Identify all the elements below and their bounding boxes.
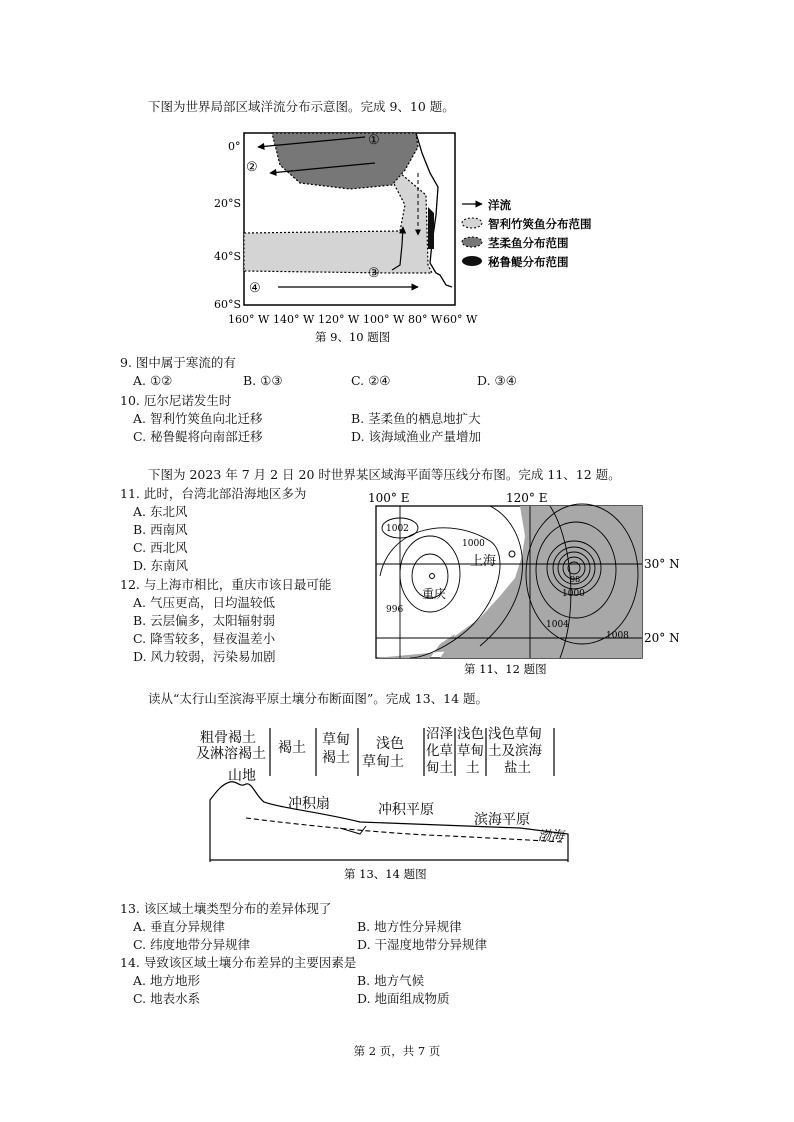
city-chongqing: 重庆 — [422, 587, 447, 601]
soil-6-line2: 草甸 — [457, 743, 484, 759]
marker-1: ① — [368, 133, 380, 148]
lat-60s: 60°S — [214, 298, 242, 311]
soil-4-line1: 浅色 — [376, 736, 404, 752]
legend-squid: 茎柔鱼分布范围 — [488, 236, 569, 250]
q12-option-c[interactable]: C. 降雪较多，昼夜温差小 — [133, 631, 276, 646]
soil-7-line1: 浅色草甸 — [488, 726, 542, 742]
q9-option-c[interactable]: C. ②④ — [351, 373, 391, 388]
soil-6-line3: 土 — [466, 760, 480, 776]
q13-option-d[interactable]: D. 干湿度地带分异规律 — [357, 937, 488, 952]
marker-2: ② — [246, 160, 258, 175]
q14-stem: 14. 导致该区域土壤分布差异的主要因素是 — [120, 955, 357, 970]
lon-140w: 140° W — [273, 313, 315, 326]
lat-40s: 40°S — [214, 250, 242, 263]
map-legend — [460, 196, 640, 272]
lon-100e: 100° E — [368, 491, 410, 505]
lon-80w: 80° W — [408, 313, 443, 326]
q12-option-a[interactable]: A. 气压更高，日均温较低 — [133, 595, 275, 610]
soil-7-line3: 盐土 — [504, 760, 531, 776]
q10-option-c[interactable]: C. 秘鲁鳀将向南部迁移 — [133, 429, 263, 444]
legend-jack-icon — [462, 218, 482, 228]
soil-7-line2: 土及滨海 — [488, 743, 542, 759]
ocean-current-map — [200, 125, 500, 345]
q14-option-b[interactable]: B. 地方气候 — [357, 973, 425, 988]
intro-q13-14: 读从“太行山至滨海平原土壤分布断面图”。完成 13、14 题。 — [148, 691, 489, 706]
q13-stem: 13. 该区域土壤类型分布的差异体现了 — [120, 901, 332, 916]
legend-current: 洋流 — [488, 198, 511, 212]
soil-3-line2: 褐土 — [322, 750, 350, 766]
q9-option-b[interactable]: B. ①③ — [243, 373, 283, 388]
intro-q11-12: 下图为 2023 年 7 月 2 日 20 时世界某区域海平面等压线分布图。完成 11、12 题。 — [148, 467, 621, 482]
q12-stem: 12. 与上海市相比，重庆市该日最可能 — [120, 577, 332, 592]
legend-anchovy: 秘鲁鳀分布范围 — [488, 255, 569, 269]
isobar-map — [360, 486, 690, 678]
marker-3: ③ — [368, 266, 380, 281]
intro-q9-10: 下图为世界局部区域洋流分布示意图。完成 9、10 题。 — [148, 99, 455, 114]
q13-option-b[interactable]: B. 地方性分异规律 — [357, 919, 462, 934]
soil-1-line2: 及淋溶褐土 — [196, 746, 266, 762]
city-shanghai: 上海 — [470, 554, 497, 569]
isobar-1004: 1004 — [546, 620, 569, 630]
lon-60w: 60° W — [443, 313, 478, 326]
q11-stem: 11. 此时，台湾北部沿海地区多为 — [120, 486, 307, 501]
landform-coastal-plain: 滨海平原 — [474, 812, 530, 828]
soil-4-line2: 草甸土 — [362, 754, 404, 770]
fig-caption-13-14: 第 13、14 题图 — [344, 867, 427, 881]
q9-option-d[interactable]: D. ③④ — [477, 373, 517, 388]
isobar-1000: 1000 — [462, 539, 485, 549]
isobar-1000b: 1000 — [562, 589, 585, 599]
isobar-1002: 1002 — [386, 524, 409, 534]
soil-5-line3: 甸土 — [426, 760, 453, 776]
page-footer: 第 2 页，共 7 页 — [353, 1044, 441, 1058]
lon-160w: 160° W — [228, 313, 270, 326]
q14-option-c[interactable]: C. 地表水系 — [133, 991, 201, 1006]
q11-option-b[interactable]: B. 西南风 — [133, 522, 188, 537]
q14-option-d[interactable]: D. 地面组成物质 — [357, 991, 450, 1006]
lon-120w: 120° W — [318, 313, 360, 326]
marker-4: ④ — [249, 281, 261, 296]
lon-120e: 120° E — [506, 491, 548, 505]
q9-option-a[interactable]: A. ①② — [133, 373, 173, 388]
q11-option-d[interactable]: D. 东南风 — [133, 558, 189, 573]
fig-caption-9-10: 第 9、10 题图 — [315, 330, 391, 344]
landform-mountain: 山地 — [228, 768, 256, 784]
q14-option-a[interactable]: A. 地方地形 — [133, 973, 200, 988]
soil-5-line2: 化草 — [426, 743, 453, 759]
isobar-996: 996 — [386, 605, 404, 615]
q9-stem: 9. 图中属于寒流的有 — [120, 355, 236, 370]
lat-20n: 20° N — [644, 631, 680, 645]
lat-30n: 30° N — [644, 557, 680, 571]
legend-jack: 智利竹筴鱼分布范围 — [488, 217, 592, 231]
soil-1-line1: 粗骨褐土 — [200, 730, 256, 746]
q10-option-a[interactable]: A. 智利竹筴鱼向北迁移 — [133, 411, 263, 426]
q10-option-d[interactable]: D. 该海域渔业产量增加 — [351, 429, 482, 444]
q12-option-d[interactable]: D. 风力较弱，污染易加剧 — [133, 649, 276, 664]
isobar-1008: 1008 — [606, 631, 629, 641]
legend-squid-icon — [462, 237, 482, 247]
legend-anchovy-icon — [462, 256, 482, 266]
anchovy-range — [428, 207, 434, 249]
q10-stem: 10. 厄尔尼诺发生时 — [120, 393, 232, 408]
landform-alluvial-plain: 冲积平原 — [378, 802, 434, 818]
isobar-98: 98 — [570, 575, 581, 584]
q11-option-c[interactable]: C. 西北风 — [133, 540, 188, 555]
lon-100w: 100° W — [363, 313, 405, 326]
q12-option-b[interactable]: B. 云层偏多，太阳辐射弱 — [133, 613, 276, 628]
q11-option-a[interactable]: A. 东北风 — [133, 504, 188, 519]
lat-20s: 20°S — [214, 197, 242, 210]
landform-bohai: 渤海 — [538, 829, 565, 844]
soil-6-line1: 浅色 — [457, 726, 484, 742]
soil-profile — [190, 722, 590, 882]
landform-alluvial-fan: 冲积扇 — [288, 796, 330, 812]
fig-caption-11-12: 第 11、12 题图 — [464, 662, 547, 676]
soil-3-line1: 草甸 — [322, 732, 350, 748]
lat-0: 0° — [228, 140, 241, 153]
q13-option-c[interactable]: C. 纬度地带分异规律 — [133, 937, 251, 952]
q13-option-a[interactable]: A. 垂直分异规律 — [133, 919, 225, 934]
soil-5-line1: 沼泽 — [426, 726, 453, 742]
soil-2: 褐土 — [278, 740, 306, 756]
q10-option-b[interactable]: B. 茎柔鱼的栖息地扩大 — [351, 411, 481, 426]
